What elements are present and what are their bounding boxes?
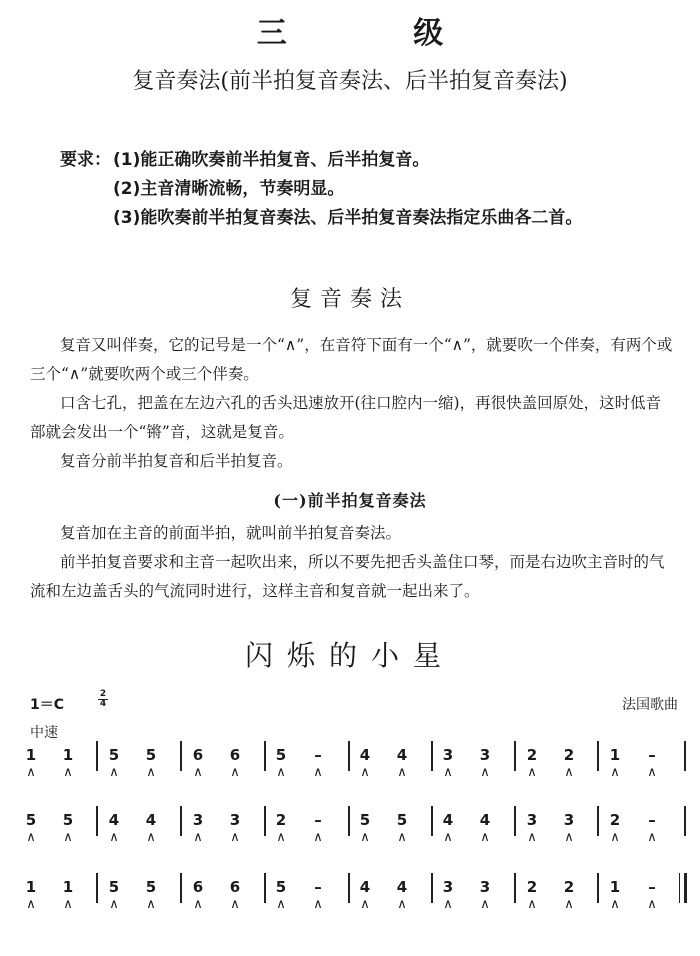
accompaniment-mark: ∧	[397, 830, 407, 845]
score-note: 1	[62, 746, 74, 764]
accompaniment-mark: ∧	[109, 765, 119, 780]
accompaniment-mark: ∧	[193, 897, 203, 912]
accompaniment-mark: ∧	[146, 897, 156, 912]
accompaniment-mark: ∧	[109, 897, 119, 912]
score-note: 1	[62, 878, 74, 896]
accompaniment-mark: ∧	[480, 897, 490, 912]
score-note: 3	[229, 811, 241, 829]
score-note: 2	[526, 746, 538, 764]
score-note: 3	[442, 878, 454, 896]
score-note: 3	[526, 811, 538, 829]
bar-line	[264, 741, 266, 771]
bar-line	[597, 741, 599, 771]
score-note: 4	[359, 746, 371, 764]
bar-line	[180, 741, 182, 771]
score-note: 3	[442, 746, 454, 764]
score-note: –	[314, 878, 322, 896]
accompaniment-mark: ∧	[63, 830, 73, 845]
accompaniment-mark: ∧	[360, 830, 370, 845]
score-note: 4	[359, 878, 371, 896]
bar-line	[431, 741, 433, 771]
bar-line	[597, 873, 599, 903]
score-note: 2	[563, 746, 575, 764]
score-note: 6	[229, 746, 241, 764]
score-note: 5	[275, 878, 287, 896]
accompaniment-mark: ∧	[230, 765, 240, 780]
score-note: 2	[609, 811, 621, 829]
accompaniment-mark: ∧	[647, 830, 657, 845]
accompaniment-mark: ∧	[527, 897, 537, 912]
accompaniment-mark: ∧	[313, 830, 323, 845]
accompaniment-mark: ∧	[146, 765, 156, 780]
accompaniment-mark: ∧	[26, 897, 36, 912]
accompaniment-mark: ∧	[527, 830, 537, 845]
requirement-item: (2)主音清晰流畅，节奏明显。	[113, 179, 345, 199]
bar-line	[180, 873, 182, 903]
score-note: 4	[396, 746, 408, 764]
score-note: 4	[396, 878, 408, 896]
score-note: 1	[25, 878, 37, 896]
accompaniment-mark: ∧	[610, 765, 620, 780]
accompaniment-mark: ∧	[276, 830, 286, 845]
section-title: 复音奏法	[289, 287, 410, 312]
score-note: 5	[108, 746, 120, 764]
score-note: 5	[275, 746, 287, 764]
score-note: –	[314, 746, 322, 764]
paragraph-line: 口含七孔，把盖在左边六孔的舌头迅速放开(往口腔内一缩)，再很快盖回原处，这时低音	[60, 394, 662, 412]
requirement-item: (1)能正确吹奏前半拍复音、后半拍复音。	[113, 150, 430, 170]
subsection-title: (一)前半拍复音奏法	[273, 491, 427, 510]
accompaniment-mark: ∧	[230, 830, 240, 845]
score-note: 2	[275, 811, 287, 829]
time-signature-top: 2	[99, 689, 107, 699]
score-note: –	[648, 811, 656, 829]
accompaniment-mark: ∧	[647, 897, 657, 912]
accompaniment-mark: ∧	[443, 830, 453, 845]
accompaniment-mark: ∧	[564, 765, 574, 780]
time-signature-bottom: 4	[99, 699, 107, 709]
accompaniment-mark: ∧	[313, 765, 323, 780]
accompaniment-mark: ∧	[647, 765, 657, 780]
paragraph-line: 部就会发出一个“锵”音，这就是复音。	[30, 423, 294, 441]
requirements-label: 要求：	[60, 150, 111, 170]
final-bar-line	[679, 873, 680, 903]
accompaniment-mark: ∧	[276, 765, 286, 780]
song-title: 闪烁的小星	[244, 639, 455, 672]
accompaniment-mark: ∧	[564, 830, 574, 845]
score-note: 4	[145, 811, 157, 829]
paragraph-line: 流和左边盖舌头的气流同时进行，这样主音和复音就一起出来了。	[30, 582, 480, 600]
accompaniment-mark: ∧	[193, 830, 203, 845]
accompaniment-mark: ∧	[63, 765, 73, 780]
score-note: –	[648, 746, 656, 764]
score-note: –	[314, 811, 322, 829]
score-note: 5	[396, 811, 408, 829]
bar-line	[348, 806, 350, 836]
score-note: 2	[526, 878, 538, 896]
accompaniment-mark: ∧	[26, 765, 36, 780]
bar-line	[514, 873, 516, 903]
score-note: 5	[145, 878, 157, 896]
accompaniment-mark: ∧	[360, 897, 370, 912]
accompaniment-mark: ∧	[564, 897, 574, 912]
score-note: 3	[563, 811, 575, 829]
bar-line	[431, 873, 433, 903]
paragraph-line: 复音又叫伴奏，它的记号是一个“∧”，在音符下面有一个“∧”，就要吹一个伴奏，有两个或	[60, 336, 673, 354]
bar-line	[264, 806, 266, 836]
bar-line	[96, 873, 98, 903]
score-note: 6	[229, 878, 241, 896]
score-note: 5	[145, 746, 157, 764]
accompaniment-mark: ∧	[193, 765, 203, 780]
score-note: 6	[192, 878, 204, 896]
accompaniment-mark: ∧	[63, 897, 73, 912]
score-note: 4	[108, 811, 120, 829]
accompaniment-mark: ∧	[443, 765, 453, 780]
accompaniment-mark: ∧	[397, 765, 407, 780]
paragraph-line: 三个“∧”就要吹两个或三个伴奏。	[30, 365, 259, 383]
accompaniment-mark: ∧	[397, 897, 407, 912]
accompaniment-mark: ∧	[610, 897, 620, 912]
paragraph-line: 前半拍复音要求和主音一起吹出来，所以不要先把舌头盖住口琴，而是右边吹主音时的气	[60, 553, 665, 571]
bar-line	[96, 741, 98, 771]
level-title: 三 级	[256, 16, 502, 51]
bar-line	[264, 873, 266, 903]
bar-line	[180, 806, 182, 836]
accompaniment-mark: ∧	[26, 830, 36, 845]
score-note: 4	[442, 811, 454, 829]
score-note: 5	[62, 811, 74, 829]
bar-line	[348, 873, 350, 903]
bar-line	[348, 741, 350, 771]
score-note: 3	[479, 878, 491, 896]
bar-line	[514, 741, 516, 771]
tempo-marking: 中速	[30, 725, 58, 741]
score-note: 5	[108, 878, 120, 896]
score-note: 6	[192, 746, 204, 764]
accompaniment-mark: ∧	[109, 830, 119, 845]
score-note: 1	[609, 878, 621, 896]
bar-line	[597, 806, 599, 836]
bar-line	[96, 806, 98, 836]
time-signature	[97, 690, 109, 709]
lesson-subtitle: 复音奏法(前半拍复音奏法、后半拍复音奏法)	[132, 69, 568, 94]
score-note: 1	[609, 746, 621, 764]
song-origin: 法国歌曲	[622, 697, 678, 713]
score-note: 3	[192, 811, 204, 829]
paragraph-line: 复音加在主音的前面半拍，就叫前半拍复音奏法。	[60, 524, 402, 542]
bar-line	[684, 806, 686, 836]
score-note: 3	[479, 746, 491, 764]
score-note: 5	[25, 811, 37, 829]
accompaniment-mark: ∧	[480, 830, 490, 845]
accompaniment-mark: ∧	[527, 765, 537, 780]
paragraph-line: 复音分前半拍复音和后半拍复音。	[60, 452, 293, 470]
score-note: 4	[479, 811, 491, 829]
accompaniment-mark: ∧	[480, 765, 490, 780]
score-note: 1	[25, 746, 37, 764]
accompaniment-mark: ∧	[313, 897, 323, 912]
bar-line	[431, 806, 433, 836]
score-note: –	[648, 878, 656, 896]
accompaniment-mark: ∧	[610, 830, 620, 845]
score-note: 5	[359, 811, 371, 829]
bar-line	[514, 806, 516, 836]
accompaniment-mark: ∧	[443, 897, 453, 912]
bar-line	[684, 741, 686, 771]
accompaniment-mark: ∧	[230, 897, 240, 912]
final-bar-line	[684, 873, 687, 903]
requirement-item: (3)能吹奏前半拍复音奏法、后半拍复音奏法指定乐曲各二首。	[113, 208, 583, 228]
accompaniment-mark: ∧	[360, 765, 370, 780]
accompaniment-mark: ∧	[276, 897, 286, 912]
accompaniment-mark: ∧	[146, 830, 156, 845]
score-note: 2	[563, 878, 575, 896]
key-signature: 1＝C	[30, 697, 65, 713]
